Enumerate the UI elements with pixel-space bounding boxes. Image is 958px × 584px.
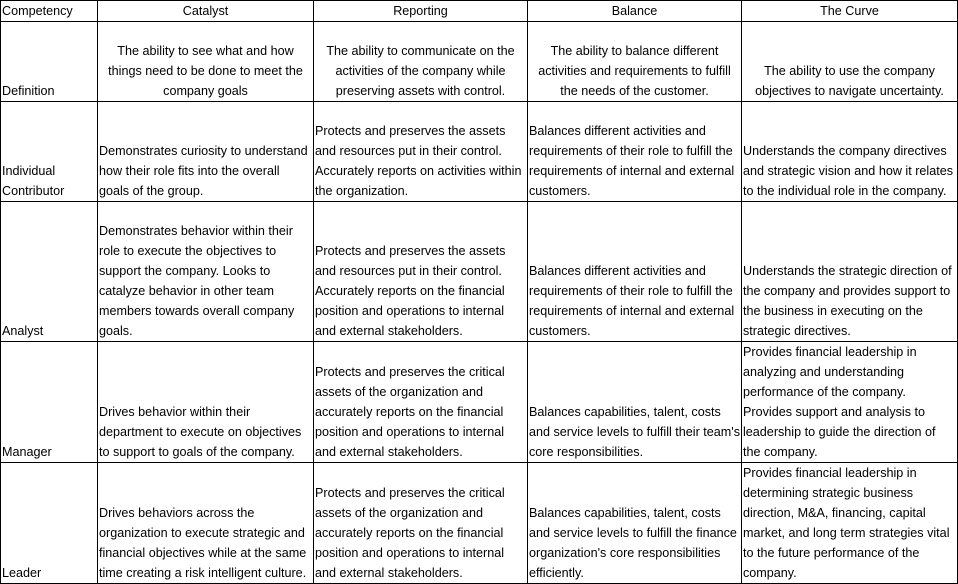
cell-the-curve: Understands the strategic direction of the company and provides support to the business in executing on the strategic directives. — [742, 202, 958, 342]
cell-balance: Balances capabilities, talent, costs and service levels to fulfill the finance organization's core responsibilities efficiently. — [528, 463, 742, 584]
cell-reporting: Protects and preserves the critical assets of the organization and accurately reports on the financial position and operations to internal and external stakeholders. — [314, 342, 528, 463]
row-label: Definition — [1, 22, 98, 102]
cell-reporting: The ability to communicate on the activities of the company while preserving assets with control. — [314, 22, 528, 102]
row-manager — [1, 342, 958, 463]
cell-catalyst: Demonstrates behavior within their role to execute the objectives to support the company. Looks to catalyze behavior in other team members towards overall company goals. — [98, 202, 314, 342]
cell-the-curve: Understands the company directives and strategic vision and how it relates to the individual role in the company. — [742, 102, 958, 202]
header-balance: Balance — [528, 1, 742, 22]
row-label: Leader — [1, 463, 98, 584]
row-label: Analyst — [1, 202, 98, 342]
cell-the-curve: Provides financial leadership in determining strategic business direction, M&A, financing, capital market, and long term strategies vital to the future performance of the company. — [742, 463, 958, 584]
cell-catalyst: Drives behaviors across the organization to execute strategic and financial objectives while at the same time creating a risk intelligent culture. — [98, 463, 314, 584]
header-competency: Competency — [1, 1, 98, 22]
row-individual-contributor — [1, 102, 958, 202]
header-the-curve: The Curve — [742, 1, 958, 22]
cell-the-curve: Provides financial leadership in analyzing and understanding performance of the company. Provides support and analysis to leadership to guide the direction of the company. — [742, 342, 958, 463]
cell-balance: Balances different activities and requirements of their role to fulfill the requirements of internal and external customers. — [528, 102, 742, 202]
header-catalyst: Catalyst — [98, 1, 314, 22]
row-analyst — [1, 202, 958, 342]
cell-reporting: Protects and preserves the assets and resources put in their control. Accurately reports on activities within the organization. — [314, 102, 528, 202]
cell-catalyst: Demonstrates curiosity to understand how their role fits into the overall goals of the group. — [98, 102, 314, 202]
cell-balance: The ability to balance different activities and requirements to fulfill the needs of the customer. — [528, 22, 742, 102]
row-label: Manager — [1, 342, 98, 463]
cell-balance: Balances different activities and requirements of their role to fulfill the requirements of internal and external customers. — [528, 202, 742, 342]
row-definition — [1, 22, 958, 102]
cell-balance: Balances capabilities, talent, costs and service levels to fulfill their team's core responsibilities. — [528, 342, 742, 463]
row-leader — [1, 463, 958, 584]
cell-catalyst: The ability to see what and how things need to be done to meet the company goals — [98, 22, 314, 102]
cell-reporting: Protects and preserves the critical assets of the organization and accurately reports on the financial position and operations to internal and external stakeholders. — [314, 463, 528, 584]
cell-catalyst: Drives behavior within their department to execute on objectives to support to goals of the company. — [98, 342, 314, 463]
row-label: Individual Contributor — [1, 102, 98, 202]
cell-the-curve: The ability to use the company objectives to navigate uncertainty. — [742, 22, 958, 102]
header-row — [1, 1, 958, 22]
header-reporting: Reporting — [314, 1, 528, 22]
cell-reporting: Protects and preserves the assets and resources put in their control. Accurately reports on the financial position and operations to internal and external stakeholders. — [314, 202, 528, 342]
